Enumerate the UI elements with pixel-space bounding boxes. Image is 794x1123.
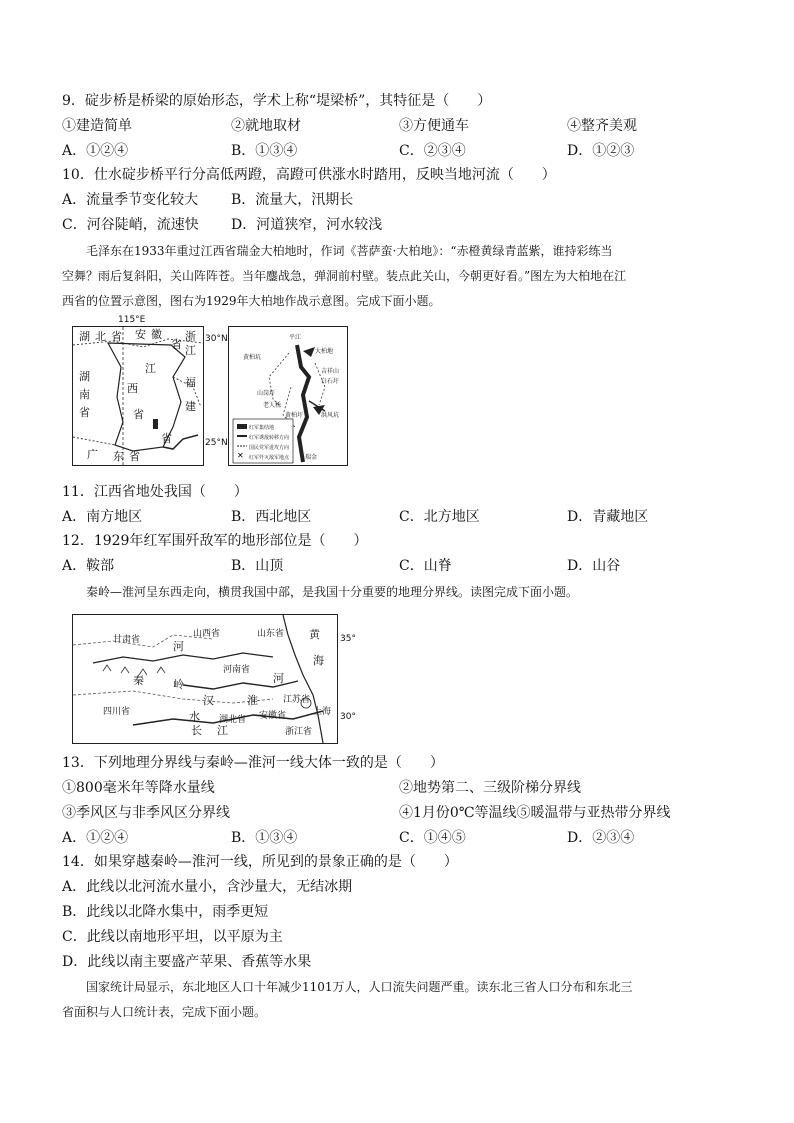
q13-stem: 13．下列地理分界线与秦岭—淮河一线大体一致的是（ ） [62, 755, 444, 771]
map2-place-7: 黄柏圩 [285, 412, 304, 419]
q13-item-3: ③季风区与非季风区分界线 [62, 805, 230, 821]
map3-label-16: 四川省 [103, 707, 131, 717]
map3-label-6: 秦 [133, 674, 144, 687]
map2-place-2: 吉祥山 [321, 368, 340, 375]
map3-lat-bottom: 30° [340, 712, 356, 722]
map3-label-14: 水 [189, 710, 200, 723]
map2-place-3: 白石圩 [321, 378, 340, 385]
map-battle-1929 [228, 326, 348, 466]
map1-prov-16: 省 [161, 432, 172, 445]
passage2-text: 秦岭—淮河呈东西走向，横贯我国中部，是我国十分重要的地理分界线。读图完成下面小题。 [86, 585, 579, 599]
q9-option-c: C．②③④ [399, 143, 466, 159]
q14-option-d: D．此线以南主要盛产苹果、香蕉等水果 [62, 954, 312, 970]
q11-option-d: D．青藏地区 [567, 509, 649, 525]
q13-option-d: D．②③④ [567, 830, 635, 846]
map1-prov-0: 湖 [79, 330, 90, 343]
map1-prov-7: 省 [171, 338, 182, 351]
map1-prov-3: 安 [135, 328, 146, 341]
map2-place-6: 黄柏坑 [243, 354, 262, 361]
passage3-line-1: 国家统计局显示，东北地区人口十年减少1101万人，人口流失问题严重。读东北三省人口分布和东北三 [86, 980, 633, 994]
map1-prov-15: 建 [185, 400, 196, 413]
q13-item-1: ①800毫米年等降水量线 [62, 780, 215, 796]
q14-option-c: C．此线以南地形平坦，以平原为主 [62, 929, 283, 945]
q10-option-a: A．流量季节变化较大 [62, 192, 199, 208]
map3-label-13: 安徽省 [259, 711, 287, 721]
map1-prov-1: 北 [95, 330, 106, 343]
q13-item-4: ④1月份0℃等温线⑤暖温带与亚热带分界线 [399, 805, 671, 821]
q9-item-3: ③方便通车 [399, 118, 469, 134]
map1-prov-4: 徽 [151, 328, 162, 341]
map1-prov-10: 省 [79, 406, 90, 419]
map1-prov-5: 浙 [185, 330, 196, 343]
q9-stem: 9．碇步桥是桥梁的原始形态，学术上称“堤梁桥”，其特征是（ ） [62, 93, 492, 109]
map1-prov-2: 省 [111, 330, 122, 343]
map3-label-15: 湖北省 [219, 715, 247, 725]
map2-place-9: 瑞金 [305, 454, 318, 461]
q12-option-d: D．山谷 [567, 558, 621, 574]
map3-label-20: 浙江省 [285, 727, 313, 737]
map3-label-12: 江苏省 [283, 695, 311, 705]
q10-stem: 10．仕水碇步桥平行分高低两蹬，高蹬可供涨水时踏用，反映当地河流（ ） [62, 167, 556, 183]
svg-text:✕: ✕ [237, 451, 244, 460]
map3-label-7: 岭 [173, 678, 184, 691]
q10-option-c: C．河谷陡峭，流速快 [62, 217, 199, 233]
q12-option-b: B．山顶 [231, 558, 284, 574]
map-jiangxi-location [72, 326, 204, 466]
map3-label-19: 上海 [313, 707, 332, 717]
q12-stem: 12．1929年红军围歼敌军的地形部位是（ ） [62, 533, 368, 549]
map2-legend-1: 红军诱敌转移方向 [249, 435, 290, 441]
map3-label-4: 海 [313, 654, 324, 667]
map1-lat-top: 30°N [205, 334, 228, 344]
map3-lat-top: 35° [340, 634, 356, 644]
map1-prov-18: 东 [113, 450, 124, 463]
q9-item-1: ①建造简单 [62, 118, 132, 134]
map3-label-18: 江 [217, 724, 228, 737]
q13-item-2: ②地势第二、三级阶梯分界线 [399, 780, 581, 796]
q11-option-b: B．西北地区 [231, 509, 312, 525]
map3-label-8: 河南省 [223, 665, 251, 675]
map3-label-11: 河 [273, 672, 284, 685]
map1-lon-label: 115°E [118, 315, 146, 325]
map3-label-2: 山东省 [257, 629, 285, 639]
map1-prov-8: 湖 [79, 370, 90, 383]
q9-item-4: ④整齐美观 [567, 118, 637, 134]
q10-option-d: D．河道狭窄，河水较浅 [231, 217, 383, 233]
map2-place-4: 山岗圩 [257, 390, 276, 397]
map1-lat-bottom: 25°N [205, 438, 228, 448]
map3-label-5: 河 [173, 640, 184, 653]
map1-lines [73, 327, 203, 465]
q13-option-c: C．①④⑤ [399, 830, 466, 846]
passage3-line-2: 省面积与人口统计表，完成下面小题。 [62, 1005, 267, 1019]
map2-place-8: 洪风坑 [321, 412, 340, 419]
map3-label-1: 山西省 [193, 629, 221, 639]
map2-place-0: 平江 [289, 334, 302, 341]
q13-option-a: A．①②④ [62, 830, 129, 846]
map1-prov-14: 福 [185, 376, 196, 389]
map3-label-17: 长 [191, 724, 202, 737]
q12-option-a: A．鞍部 [62, 558, 115, 574]
passage1-line-2: 空舞？雨后复斜阳，关山阵阵苍。当年鏖战急，弹洞前村壁。装点此关山，今朝更好看。”图左为大柏地在江 [62, 269, 627, 283]
q14-option-a: A．此线以北河流水量小，含沙量大，无结冰期 [62, 879, 353, 895]
q9-item-2: ②就地取材 [231, 118, 301, 134]
map3-label-10: 淮 [247, 694, 258, 707]
q11-stem: 11．江西省地处我国（ ） [62, 484, 248, 500]
map2-legend-2: 国民党军进攻方向 [249, 445, 290, 451]
map2-place-1: 大柏地 [315, 348, 334, 355]
q14-option-b: B．此线以北降水集中，雨季更短 [62, 904, 269, 920]
q9-option-d: D．①②③ [567, 143, 635, 159]
passage1-line-3: 西省的位置示意图，图右为1929年大柏地作战示意图。完成下面小题。 [62, 294, 441, 308]
map1-prov-11: 江 [145, 362, 156, 375]
map3-label-9: 汉 [203, 694, 214, 707]
map2-legend-3: 红军歼灭敌军地点 [249, 455, 290, 461]
q9-option-b: B．①③④ [231, 143, 298, 159]
map1-prov-13: 省 [133, 408, 144, 421]
map3-label-0: 甘肃省 [113, 635, 141, 645]
q11-option-c: C．北方地区 [399, 509, 480, 525]
q12-option-c: C．山脊 [399, 558, 452, 574]
map2-place-5: 老人桥 [263, 402, 282, 409]
q10-option-b: B．流量大，汛期长 [231, 192, 354, 208]
q11-option-a: A．南方地区 [62, 509, 143, 525]
map3-label-3: 黄 [309, 628, 320, 641]
map1-prov-12: 西 [127, 382, 138, 395]
map1-prov-19: 省 [129, 450, 140, 463]
q9-option-a: A．①②④ [62, 143, 129, 159]
map1-prov-17: 广 [87, 448, 98, 461]
q14-stem: 14．如果穿越秦岭—淮河一线，所见到的景象正确的是（ ） [62, 854, 458, 870]
map2-legend-0: 红军集结地 [249, 425, 275, 431]
map1-prov-6: 江 [185, 344, 196, 357]
passage1-line-1: 毛泽东在1933年重过江西省瑞金大柏地时，作词《菩萨蛮·大柏地》：“赤橙黄绿青蓝紫，谁持彩练当 [86, 244, 613, 258]
map1-prov-9: 南 [79, 388, 90, 401]
map-qinling-huaihe [72, 614, 338, 744]
q13-option-b: B．①③④ [231, 830, 298, 846]
